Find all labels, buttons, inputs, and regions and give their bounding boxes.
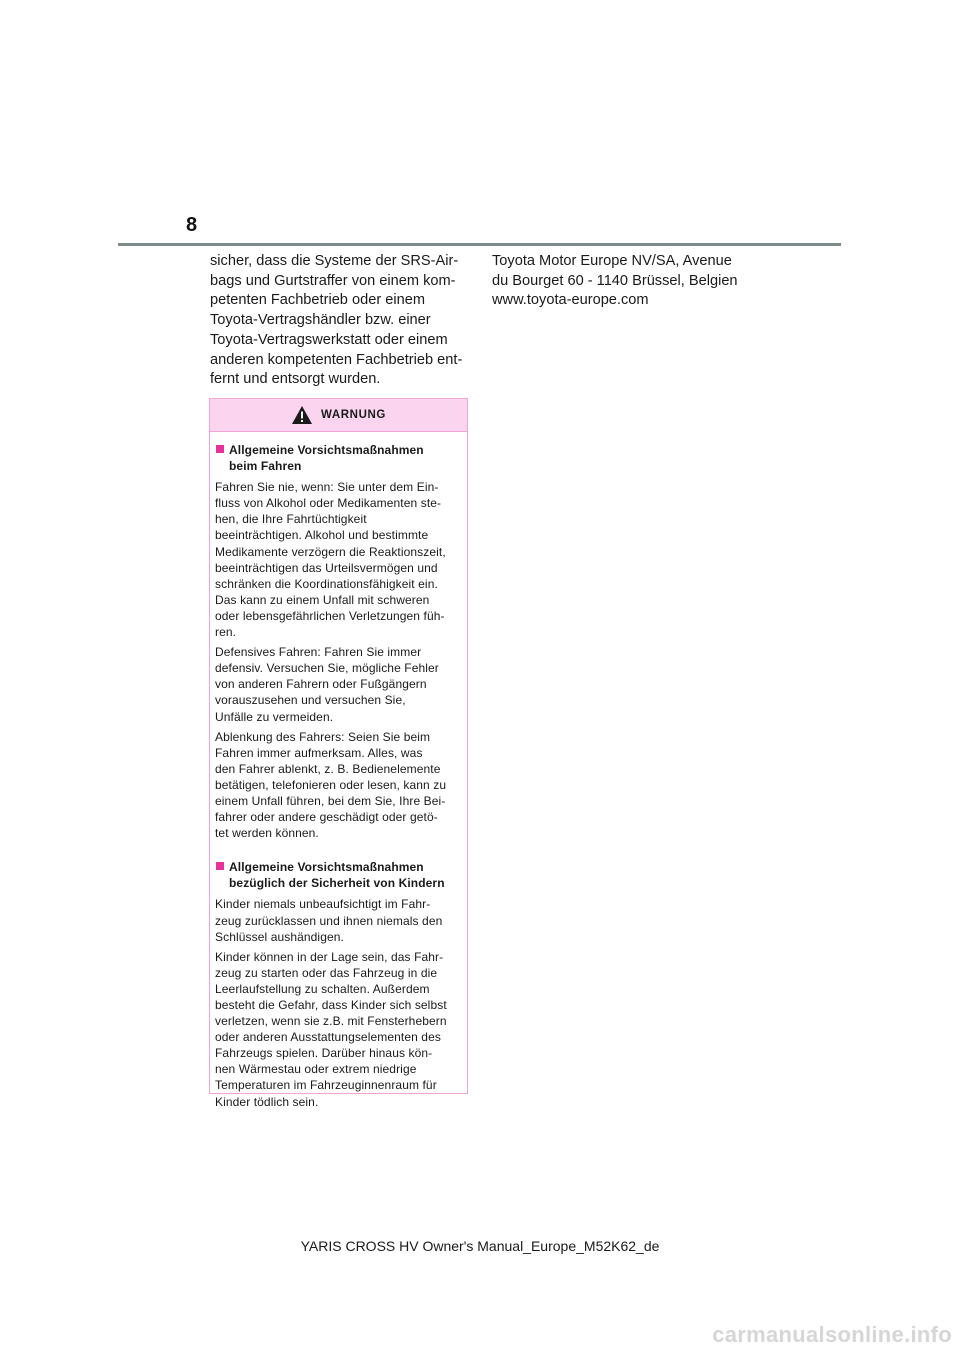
- warning-header: [210, 399, 467, 432]
- text-line: Medikamente verzögern die Reaktionszeit,: [215, 544, 446, 559]
- text-line: oder anderen Ausstattungselementen des: [215, 1030, 441, 1045]
- text-line: Leerlaufstellung zu schalten. Außerdem: [215, 981, 430, 996]
- text-line: von anderen Fahrern oder Fußgängern: [215, 677, 427, 692]
- text-line: Defensives Fahren: Fahren Sie immer: [215, 645, 422, 660]
- text-line: fahrer oder andere geschädigt oder getö-: [215, 810, 438, 825]
- warning-box: [209, 398, 468, 1109]
- text-line: Unfälle zu vermeiden.: [215, 709, 334, 724]
- address-line: du Bourget 60 - 1140 Brüssel, Belgien: [492, 272, 738, 289]
- text-line: Kinder tödlich sein.: [215, 1094, 319, 1109]
- text-line: Das kann zu einem Unfall mit schweren: [215, 592, 430, 607]
- text-line: Toyota-Vertragshändler bzw. einer: [210, 312, 431, 329]
- text-line: verletzen, wenn sie z.B. mit Fensterhebern: [215, 1014, 447, 1029]
- bullet-square-icon: [216, 862, 224, 870]
- text-line: nen Wärmestau oder extrem niedrige: [215, 1062, 417, 1077]
- text-line: petenten Fachbetrieb oder einem: [210, 292, 425, 309]
- text-line: den Fahrer ablenkt, z. B. Bedienelemente: [215, 761, 441, 776]
- text-line: einem Unfall führen, bei dem Sie, Ihre Bei-: [215, 793, 446, 808]
- section-gap: [215, 845, 461, 853]
- text-line: ren.: [215, 625, 237, 640]
- page-footer: YARIS CROSS HV Owner's Manual_Europe_M52K62_de: [300, 1238, 660, 1254]
- text-line: Ablenkung des Fahrers: Seien Sie beim: [215, 729, 431, 744]
- text-line: schränken die Koordinationsfähigkeit ein.: [215, 576, 438, 591]
- section-heading-driving: [215, 442, 461, 474]
- paragraph: [215, 479, 461, 640]
- intro-paragraph: [210, 252, 472, 390]
- address-line: Toyota Motor Europe NV/SA, Avenue: [492, 253, 732, 269]
- text-line: Kinder niemals unbeaufsichtigt im Fahr-: [215, 897, 431, 912]
- website-link[interactable]: www.toyota-europe.com: [492, 292, 649, 309]
- text-line: anderen kompetenten Fachbetrieb ent-: [210, 351, 463, 368]
- text-line: sicher, dass die Systeme der SRS-Air-: [210, 253, 459, 269]
- paragraph: [215, 644, 461, 724]
- text-line: fernt und entsorgt wurden.: [210, 371, 381, 388]
- warning-triangle-icon: [291, 405, 313, 425]
- bullet-square-icon: [216, 445, 224, 453]
- text-line: bags und Gurtstraffer von einem kom-: [210, 272, 456, 289]
- text-line: Schlüssel aushändigen.: [215, 929, 344, 944]
- text-line: beeinträchtigen. Alkohol und bestimmte: [215, 528, 429, 543]
- page-number: 8: [186, 214, 198, 236]
- header-rule: [118, 243, 841, 246]
- paragraph: [215, 896, 461, 944]
- warning-title: WARNUNG: [321, 409, 386, 421]
- heading-line: beim Fahren: [229, 459, 302, 474]
- paragraph: [215, 949, 461, 1110]
- text-line: betätigen, telefonieren oder lesen, kann zu: [215, 777, 447, 792]
- heading-line: Allgemeine Vorsichtsmaßnahmen: [229, 860, 424, 875]
- text-line: zeug zu starten oder das Fahrzeug in die: [215, 965, 438, 980]
- text-line: Fahren immer aufmerksam. Alles, was: [215, 745, 423, 760]
- section-heading-children: [215, 859, 461, 891]
- text-line: Fahren Sie nie, wenn: Sie unter dem Ein-: [215, 480, 439, 495]
- text-line: defensiv. Versuchen Sie, mögliche Fehler: [215, 661, 439, 676]
- text-line: besteht die Gefahr, dass Kinder sich selbst: [215, 998, 447, 1012]
- text-line: Toyota-Vertragswerkstatt oder einem: [210, 331, 448, 348]
- text-line: tet werden können.: [215, 826, 319, 841]
- heading-line: Allgemeine Vorsichtsmaßnahmen: [229, 443, 424, 457]
- text-line: vorauszusehen und versuchen Sie,: [215, 693, 406, 708]
- text-line: fluss von Alkohol oder Medikamenten ste-: [215, 496, 442, 511]
- paragraph: [215, 729, 461, 842]
- heading-line: bezüglich der Sicherheit von Kindern: [229, 876, 445, 891]
- text-line: zeug zurücklassen und ihnen niemals den: [215, 913, 443, 928]
- text-line: oder lebensgefährlichen Verletzungen füh-: [215, 608, 445, 623]
- text-line: hen, die Ihre Fahrtüchtigkeit: [215, 512, 367, 527]
- text-line: Kinder können in der Lage sein, das Fahr-: [215, 949, 444, 964]
- text-line: beeinträchtigen das Urteilsvermögen und: [215, 560, 438, 575]
- text-line: Temperaturen im Fahrzeuginnenraum für: [215, 1078, 437, 1093]
- address-block: [492, 252, 792, 311]
- text-line: Fahrzeugs spielen. Darüber hinaus kön-: [215, 1046, 433, 1061]
- warning-body: [210, 432, 467, 1110]
- watermark: carmanualsonline.info: [712, 1322, 952, 1347]
